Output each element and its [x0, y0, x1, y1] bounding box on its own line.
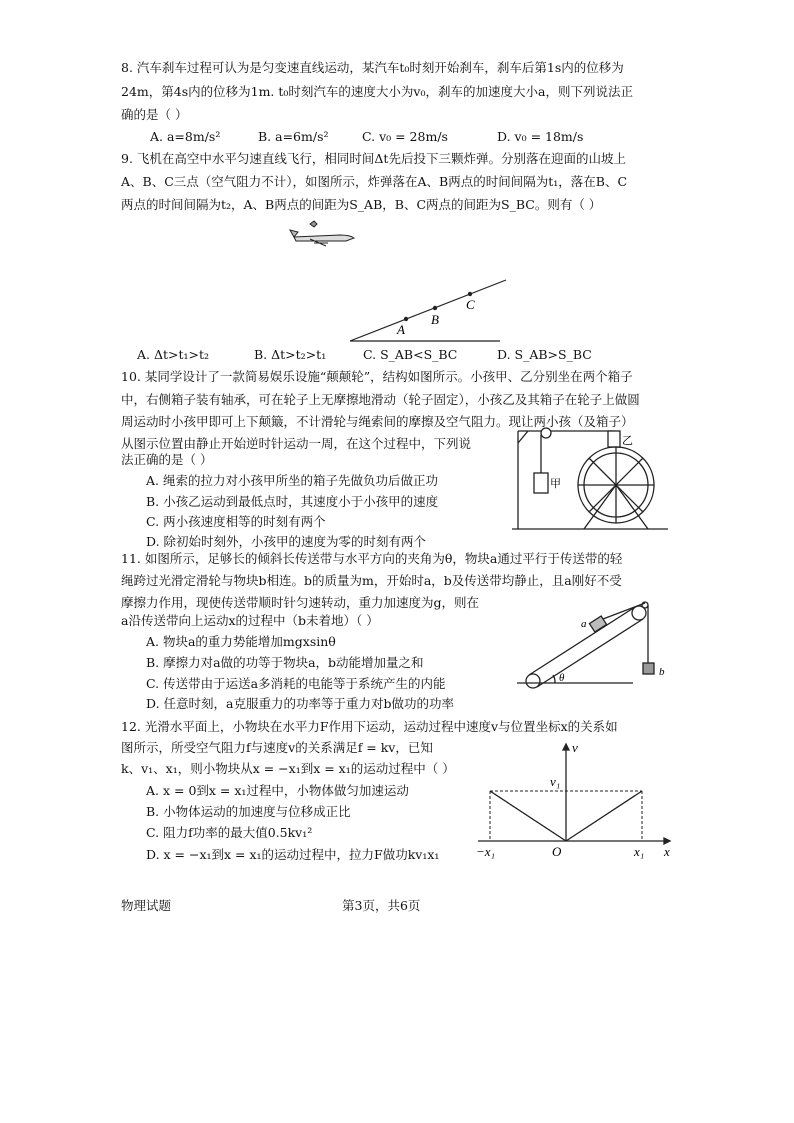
q12-line-2: 图所示，所受空气阻力f与速度v的关系满足f = kv，已知 — [121, 740, 433, 755]
belt-bottom — [537, 619, 643, 687]
q9-line-1: 9. 飞机在高空中水平匀速直线飞行，相同时间Δt先后投下三颗炸弹。分别落在迎面的山坡上 — [121, 151, 626, 166]
graph-line-right — [566, 791, 642, 841]
q12-graph — [470, 738, 680, 863]
q11-option-d: D. 任意时刻，a克服重力的功率等于重力对b做功的功率 — [146, 696, 454, 711]
q9-option-d: D. S_AB>S_BC — [497, 347, 592, 362]
point-a-label: A — [397, 322, 405, 337]
point-a-dot — [404, 317, 408, 321]
q9-line-3: 两点的时间间隔为t₂，A、B两点的间距为S_AB，B、C两点的间距为S_BC。则有（ ） — [121, 197, 602, 212]
roller-bottom — [526, 674, 540, 688]
q8-line-1: 8. 汽车刹车过程可认为是匀变速直线运动，某汽车t₀时刻开始刹车，刹车后第1s内的位移为 — [121, 60, 624, 75]
label-theta: θ — [559, 672, 565, 684]
q11-line-3: 摩擦力作用，现使传送带顺时针匀速转动，重力加速度为g，则在 — [121, 595, 480, 610]
q9-option-a: A. Δt>t₁>t₂ — [137, 347, 210, 362]
q12-option-d: D. x = −x₁到x = x₁的运动过程中，拉力F做功kv₁x₁ — [146, 847, 440, 862]
q8-option-c: C. v₀ = 28m/s — [362, 129, 448, 144]
airplane-icon — [290, 221, 354, 246]
origin-label: O — [552, 844, 562, 859]
q12-option-c: C. 阻力f功率的最大值0.5kv₁² — [146, 825, 313, 840]
q9-figure — [280, 210, 520, 348]
q11-option-a: A. 物块a的重力势能增加mgxsinθ — [146, 634, 336, 649]
q10-option-c: C. 两小孩速度相等的时刻有两个 — [146, 514, 326, 529]
q8-line-3: 确的是（ ） — [121, 107, 188, 122]
q11-line-1: 11. 如图所示，足够长的倾斜长传送带与水平方向的夹角为θ，物块a通过平行于传送带的轻 — [121, 551, 623, 566]
box-jia — [534, 473, 548, 493]
label-a: a — [581, 618, 587, 630]
q10-line-5: 法正确的是（ ） — [121, 452, 213, 467]
q8-line-2: 24m，第4s内的位移为1m. t₀时刻汽车的速度大小为v₀，刹车的加速度大小a，则下列说法正 — [121, 84, 633, 99]
rope-a — [603, 603, 645, 619]
q12-line-3: k、v₁、x₁，则小物块从x = −x₁到x = x₁的运动过程中（ ） — [121, 761, 455, 776]
footer-page-number: 第3页，共6页 — [342, 898, 421, 913]
q12-line-1: 12. 光滑水平面上，小物块在水平力F作用下运动，运动过程中速度v与位置坐标x的关系如 — [121, 719, 618, 734]
point-b-dot — [433, 306, 437, 310]
q10-option-d: D. 除初始时刻外，小孩甲的速度为零的时刻有两个 — [146, 534, 427, 549]
box-yi — [608, 431, 620, 447]
q12-option-b: B. 小物体运动的加速度与位移成正比 — [146, 804, 351, 819]
label-yi: 乙 — [622, 434, 633, 447]
q10-line-4: 从图示位置由静止开始逆时针运动一周，在这个过程中，下列说 — [121, 436, 472, 451]
q10-line-2: 中，右侧箱子装有轴承，可在轮子上无摩擦地滑动（轮子固定），小孩乙及其箱子在轮子上做圆 — [121, 392, 640, 407]
footer-subject: 物理试题 — [121, 898, 172, 913]
q11-line-4: a沿传送带向上运动x的过程中（b未着地）（ ） — [121, 613, 379, 628]
pulley-icon — [642, 602, 648, 608]
q11-option-b: B. 摩擦力对a做的功等于物块a，b动能增加量之和 — [146, 655, 424, 670]
q9-option-b: B. Δt>t₂>t₁ — [254, 347, 327, 362]
point-b-label: B — [431, 312, 439, 327]
axis-v-label: v — [572, 740, 578, 755]
q10-figure — [512, 425, 672, 535]
q8-option-d: D. v₀ = 18m/s — [497, 129, 584, 144]
slope-line — [350, 280, 506, 341]
q11-line-2: 绳跨过光滑定滑轮与物块b相连。b的质量为m，开始时a，b及传送带均静止，且a刚好不受 — [121, 573, 622, 588]
q9-option-c: C. S_AB<S_BC — [363, 347, 458, 362]
q9-line-2: A、B、C三点（空气阻力不计），如图所示，炸弹落在A、B两点的时间间隔为t₁，落在B、C — [121, 174, 628, 189]
v-axis-arrow — [563, 744, 569, 750]
q11-figure — [513, 595, 683, 690]
axis-x-label: x — [664, 844, 670, 859]
point-c-dot — [468, 292, 472, 296]
v1-label: v₁ — [550, 774, 561, 789]
q8-option-b: B. a=6m/s² — [258, 129, 329, 144]
block-b — [643, 663, 654, 674]
point-c-label: C — [466, 297, 475, 312]
x1-label: x₁ — [634, 844, 645, 859]
q10-option-b: B. 小孩乙运动到最低点时，其速度小于小孩甲的速度 — [146, 494, 439, 509]
q10-line-3: 周运动时小孩甲即可上下颠簸，不计滑轮与绳索间的摩擦及空气阻力。现让两小孩（及箱子） — [121, 414, 634, 429]
neg-x1-label: −x₁ — [476, 844, 496, 859]
q10-option-a: A. 绳索的拉力对小孩甲所坐的箱子先做负功后做正功 — [146, 473, 438, 488]
q11-option-c: C. 传送带由于运送a多消耗的电能等于系统产生的内能 — [146, 676, 446, 691]
q12-option-a: A. x = 0到x = x₁过程中，小物体做匀加速运动 — [146, 783, 409, 798]
label-b: b — [659, 666, 665, 678]
pulley-icon — [541, 428, 551, 438]
q10-line-1: 10. 某同学设计了一款简易娱乐设施“颠颠轮”，结构如图所示。小孩甲、乙分别坐在两个箱子 — [121, 369, 633, 384]
label-jia: 甲 — [550, 477, 561, 490]
q8-option-a: A. a=8m/s² — [150, 129, 221, 144]
